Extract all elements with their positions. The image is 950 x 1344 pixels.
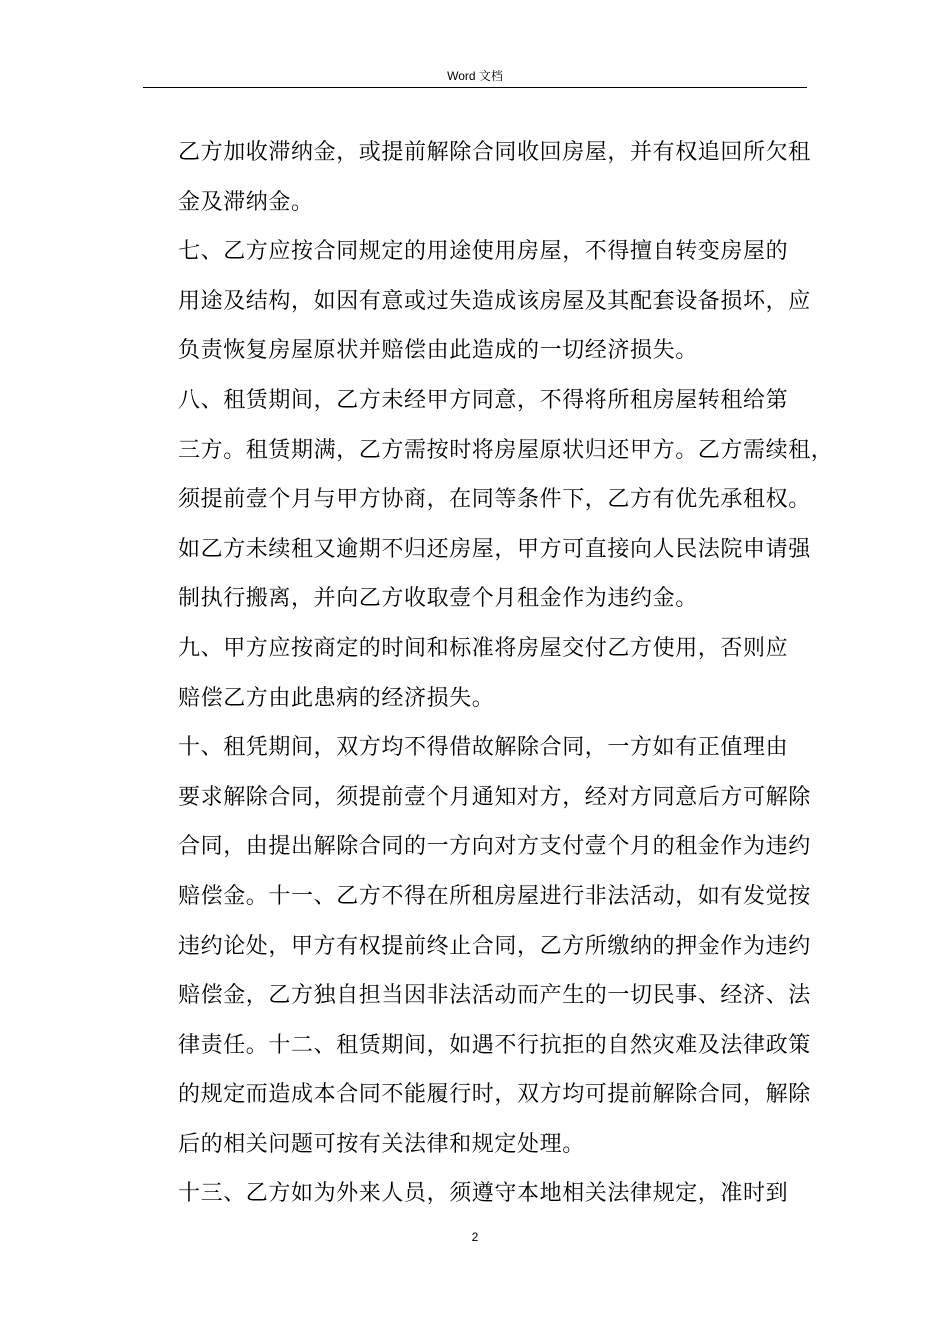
text-line: 制执行搬离，并向乙方收取壹个月租金作为违约金。 [178, 586, 698, 612]
paragraph-clause-8 [178, 376, 834, 624]
text-line: 合同，由提出解除合同的一方向对方支付壹个月的租金作为违约 [178, 834, 811, 860]
page-number: 2 [471, 1230, 479, 1244]
text-line: 律责任。十二、租赁期间，如遇不行抗拒的自然灾难及法律政策 [178, 1032, 811, 1058]
paragraph-clause-10 [178, 723, 818, 1169]
text-line: 要求解除合同，须提前壹个月通知对方，经对方同意后方可解除 [178, 784, 811, 810]
text-line: 的规定而造成本合同不能履行时，双方均可提前解除合同，解除 [178, 1082, 811, 1108]
paragraph [178, 128, 818, 227]
text-line: 乙方加收滞纳金，或提前解除合同收回房屋，并有权追回所欠租 [178, 140, 811, 165]
text-line: 如乙方未续租又逾期不归还房屋，甲方可直接向人民法院申请强 [178, 536, 811, 562]
document-header-title: Word 文档 [447, 69, 503, 83]
paragraph-clause-13 [178, 1169, 818, 1219]
text-line: 十、租凭期间，双方均不得借故解除合同，一方如有正值理由 [178, 735, 789, 761]
text-line: 三方。租赁期满，乙方需按时将房屋原状归还甲方。乙方需续租， [178, 437, 834, 463]
document-body [178, 128, 834, 1219]
text-line: 九、甲方应按商定的时间和标准将房屋交付乙方使用，否则应 [178, 635, 789, 661]
header-divider [143, 87, 807, 88]
text-line: 金及滞纳金。 [178, 189, 314, 215]
text-line: 须提前壹个月与甲方协商，在同等条件下，乙方有优先承租权。 [178, 487, 811, 513]
paragraph-clause-7 [178, 227, 818, 376]
text-line: 后的相关问题可按有关法律和规定处理。 [178, 1131, 585, 1157]
text-line: 八、租赁期间，乙方未经甲方同意，不得将所租房屋转租给第 [178, 387, 789, 413]
text-line: 赔偿金。十一、乙方不得在所租房屋进行非法活动，如有发觉按 [178, 883, 811, 909]
text-line: 违约论处，甲方有权提前终止合同，乙方所缴纳的押金作为违约 [178, 933, 811, 959]
text-line: 十三、乙方如为外来人员，须遵守本地相关法律规定，准时到 [178, 1181, 789, 1207]
text-line: 负责恢复房屋原状并赔偿由此造成的一切经济损失。 [178, 338, 698, 364]
text-line: 七、乙方应按合同规定的用途使用房屋，不得擅自转变房屋的 [178, 239, 789, 265]
paragraph-clause-9 [178, 624, 818, 723]
text-line: 赔偿乙方由此患病的经济损失。 [178, 685, 495, 711]
text-line: 用途及结构，如因有意或过失造成该房屋及其配套设备损坏，应 [178, 288, 811, 314]
text-line: 赔偿金，乙方独自担当因非法活动而产生的一切民事、经济、法 [178, 983, 811, 1009]
